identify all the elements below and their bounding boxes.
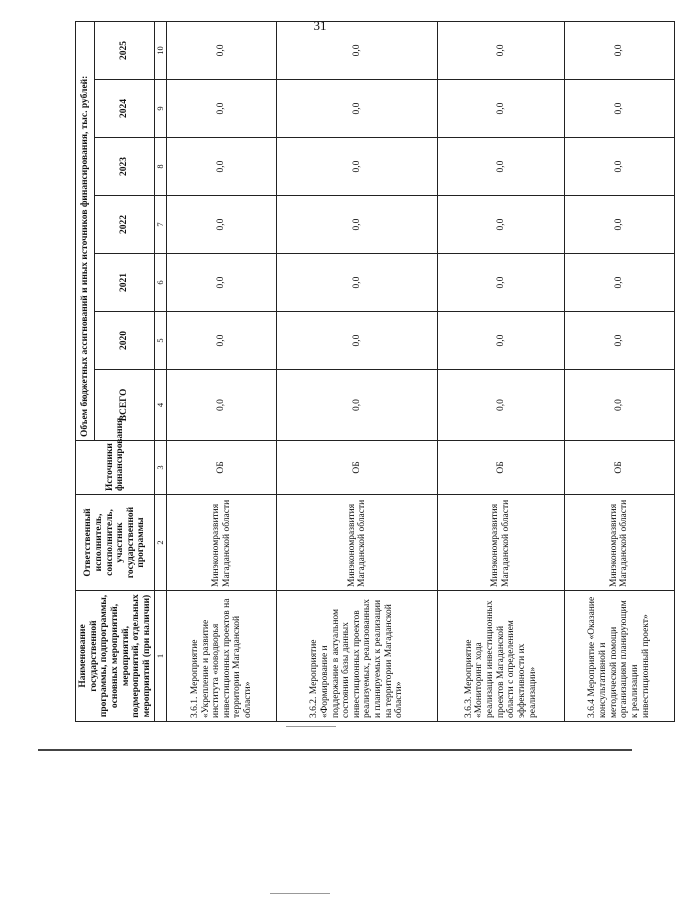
footer-rule <box>38 749 632 751</box>
value-cell: 0,0 <box>438 312 565 370</box>
column-number-row <box>155 21 167 721</box>
value-cell: 0,0 <box>277 254 438 312</box>
activity-name: 3.6.2. Мероприятие «Формирование и поддержание в актуальном состоянии базы данных инвестиционных проектов реализуемых, реализованных и планируемых к реализации на территории Магаданской области» <box>277 591 438 722</box>
column-number: 1 <box>155 591 167 722</box>
responsible-cell: Минэкономразвития Магаданской области <box>438 495 565 591</box>
table-row <box>277 21 438 721</box>
value-cell: 0,0 <box>277 370 438 441</box>
column-number: 7 <box>155 196 167 254</box>
table-row <box>564 21 674 721</box>
value-cell: 0,0 <box>277 21 438 79</box>
value-cell: 0,0 <box>277 138 438 196</box>
value-cell: 0,0 <box>277 312 438 370</box>
header-responsible: Ответственный исполнитель, соисполнитель, участник государственной программы <box>76 495 155 591</box>
value-cell: 0,0 <box>564 196 674 254</box>
rotated-table-wrapper <box>75 22 651 722</box>
value-cell: 0,0 <box>564 370 674 441</box>
source-cell: ОБ <box>438 441 565 495</box>
value-cell: 0,0 <box>167 138 277 196</box>
value-cell: 0,0 <box>438 80 565 138</box>
column-number: 6 <box>155 254 167 312</box>
value-cell: 0,0 <box>167 21 277 79</box>
page-number: 31 <box>313 18 327 33</box>
value-cell: 0,0 <box>438 196 565 254</box>
source-cell: ОБ <box>277 441 438 495</box>
value-cell: 0,0 <box>564 80 674 138</box>
value-cell: 0,0 <box>277 80 438 138</box>
column-number: 4 <box>155 370 167 441</box>
value-cell: 0,0 <box>167 80 277 138</box>
column-number: 10 <box>155 21 167 79</box>
value-cell: 0,0 <box>564 254 674 312</box>
value-cell: 0,0 <box>438 21 565 79</box>
value-cell: 0,0 <box>167 254 277 312</box>
header-total: ВСЕГО <box>95 370 155 441</box>
activity-name: 3.6.4 Мероприятие «Оказание консультативной и методической помощи организациям планирующим к реализации инвестиционный проект» <box>564 591 674 722</box>
header-volume: Объем бюджетных ассигнований и иных источников финансирования, тыс. рублей: <box>76 21 95 440</box>
value-cell: 0,0 <box>564 21 674 79</box>
value-cell: 0,0 <box>564 138 674 196</box>
column-number: 9 <box>155 80 167 138</box>
header-name: Наименование государственной программы, подпрограммы, основных мероприятий, мероприятий, подмероприятий, отдельных мероприятий (при наличии) <box>76 591 155 722</box>
scan-mark <box>286 726 336 727</box>
value-cell: 0,0 <box>167 196 277 254</box>
value-cell: 0,0 <box>167 370 277 441</box>
header-year: 2021 <box>95 254 155 312</box>
responsible-cell: Минэкономразвития Магаданской области <box>564 495 674 591</box>
header-year: 2020 <box>95 312 155 370</box>
activity-name: 3.6.1. Мероприятие «Укрепление и развитие института «новодворья инвестиционных проектов на территории Магаданской области» <box>167 591 277 722</box>
header-source: Источники финансирования <box>76 441 155 495</box>
header-year: 2022 <box>95 196 155 254</box>
value-cell: 0,0 <box>564 312 674 370</box>
value-cell: 0,0 <box>438 138 565 196</box>
column-number: 3 <box>155 441 167 495</box>
value-cell: 0,0 <box>167 312 277 370</box>
header-year: 2025 <box>95 21 155 79</box>
value-cell: 0,0 <box>277 196 438 254</box>
value-cell: 0,0 <box>438 254 565 312</box>
table-row <box>167 21 277 721</box>
column-number: 8 <box>155 138 167 196</box>
responsible-cell: Минэкономразвития Магаданской области <box>277 495 438 591</box>
header-year: 2024 <box>95 80 155 138</box>
column-number: 5 <box>155 312 167 370</box>
table-row <box>438 21 565 721</box>
source-cell: ОБ <box>564 441 674 495</box>
column-number: 2 <box>155 495 167 591</box>
scan-mark <box>270 893 330 894</box>
activity-name: 3.6.3. Мероприятие «Мониторинг хода реализации инвестиционных проектов Магаданской области с определением эффективности их реализации» <box>438 591 565 722</box>
financing-table <box>75 21 675 722</box>
value-cell: 0,0 <box>438 370 565 441</box>
responsible-cell: Минэкономразвития Магаданской области <box>167 495 277 591</box>
source-cell: ОБ <box>167 441 277 495</box>
header-year: 2023 <box>95 138 155 196</box>
